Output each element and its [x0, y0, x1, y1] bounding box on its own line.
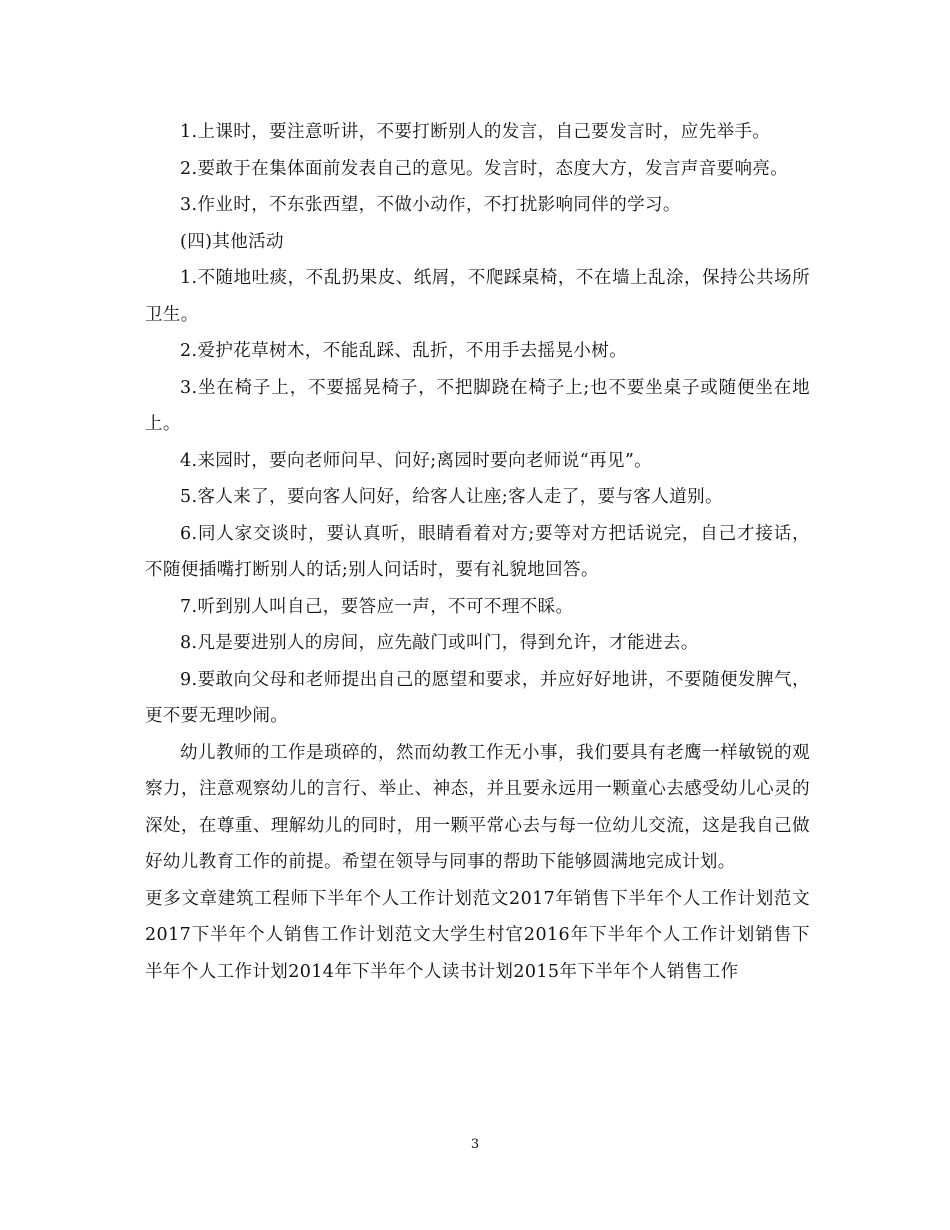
document-body: [145, 114, 810, 990]
section-heading: (四)其他活动: [180, 231, 284, 252]
related-articles: 更多文章建筑工程师下半年个人工作计划范文2017年销售下半年个人工作计划范文2017下半年个人销售工作计划范文大学生村官2016年下半年个人工作计划销售下半年个人工作计划2014年下半年个人读书计划2015年下半年个人销售工作: [145, 888, 810, 982]
paragraph: 2.爱护花草树木，不能乱踩、乱折，不用手去摇晃小树。: [180, 341, 628, 361]
paragraph: 3.坐在椅子上，不要摇晃椅子，不把脚跷在椅子上;也不要坐桌子或随便坐在地上。: [145, 377, 810, 434]
paragraph: 8.凡是要进别人的房间，应先敲门或叫门，得到允许，才能进去。: [180, 633, 699, 653]
paragraph: 1.不随地吐痰，不乱扔果皮、纸屑，不爬踩桌椅，不在墙上乱涂，保持公共场所卫生。: [145, 268, 810, 325]
paragraph: 7.听到别人叫自己，要答应一声，不可不理不睬。: [180, 596, 574, 617]
page-number: 3: [470, 1137, 480, 1152]
paragraph: 6.同人家交谈时，要认真听，眼睛看着对方;要等对方把话说完，自己才接话，不随便插嘴打断别人的话;别人问话时，要有礼貌地回答。: [145, 523, 810, 580]
closing-paragraph: 幼儿教师的工作是琐碎的，然而幼教工作无小事，我们要具有老鹰一样敏锐的观察力，注意观察幼儿的言行、举止、神态，并且要永远用一颗童心去感受幼儿心灵的深处，在尊重、理解幼儿的同时，用一颗平常心去与每一位幼儿交流，这是我自己做好幼儿教育工作的前提。希望在领导与同事的帮助下能够圆满地完成计划。: [145, 742, 810, 872]
paragraph: 3.作业时，不东张西望，不做小动作，不打扰影响同伴的学习。: [180, 195, 681, 215]
paragraph: 1.上课时，要注意听讲，不要打断别人的发言，自己要发言时，应先举手。: [180, 122, 771, 142]
paragraph: 2.要敢于在集体面前发表自己的意见。发言时，态度大方，发言声音要响亮。: [180, 158, 789, 179]
paragraph: 9.要敢向父母和老师提出自己的愿望和要求，并应好好地讲，不要随便发脾气，更不要无理吵闹。: [145, 669, 810, 726]
paragraph: 4.来园时，要向老师问早、问好;离园时要向老师说“再见”。: [180, 450, 653, 471]
paragraph: 5.客人来了，要向客人问好，给客人让座;客人走了，要与客人道别。: [180, 487, 723, 507]
